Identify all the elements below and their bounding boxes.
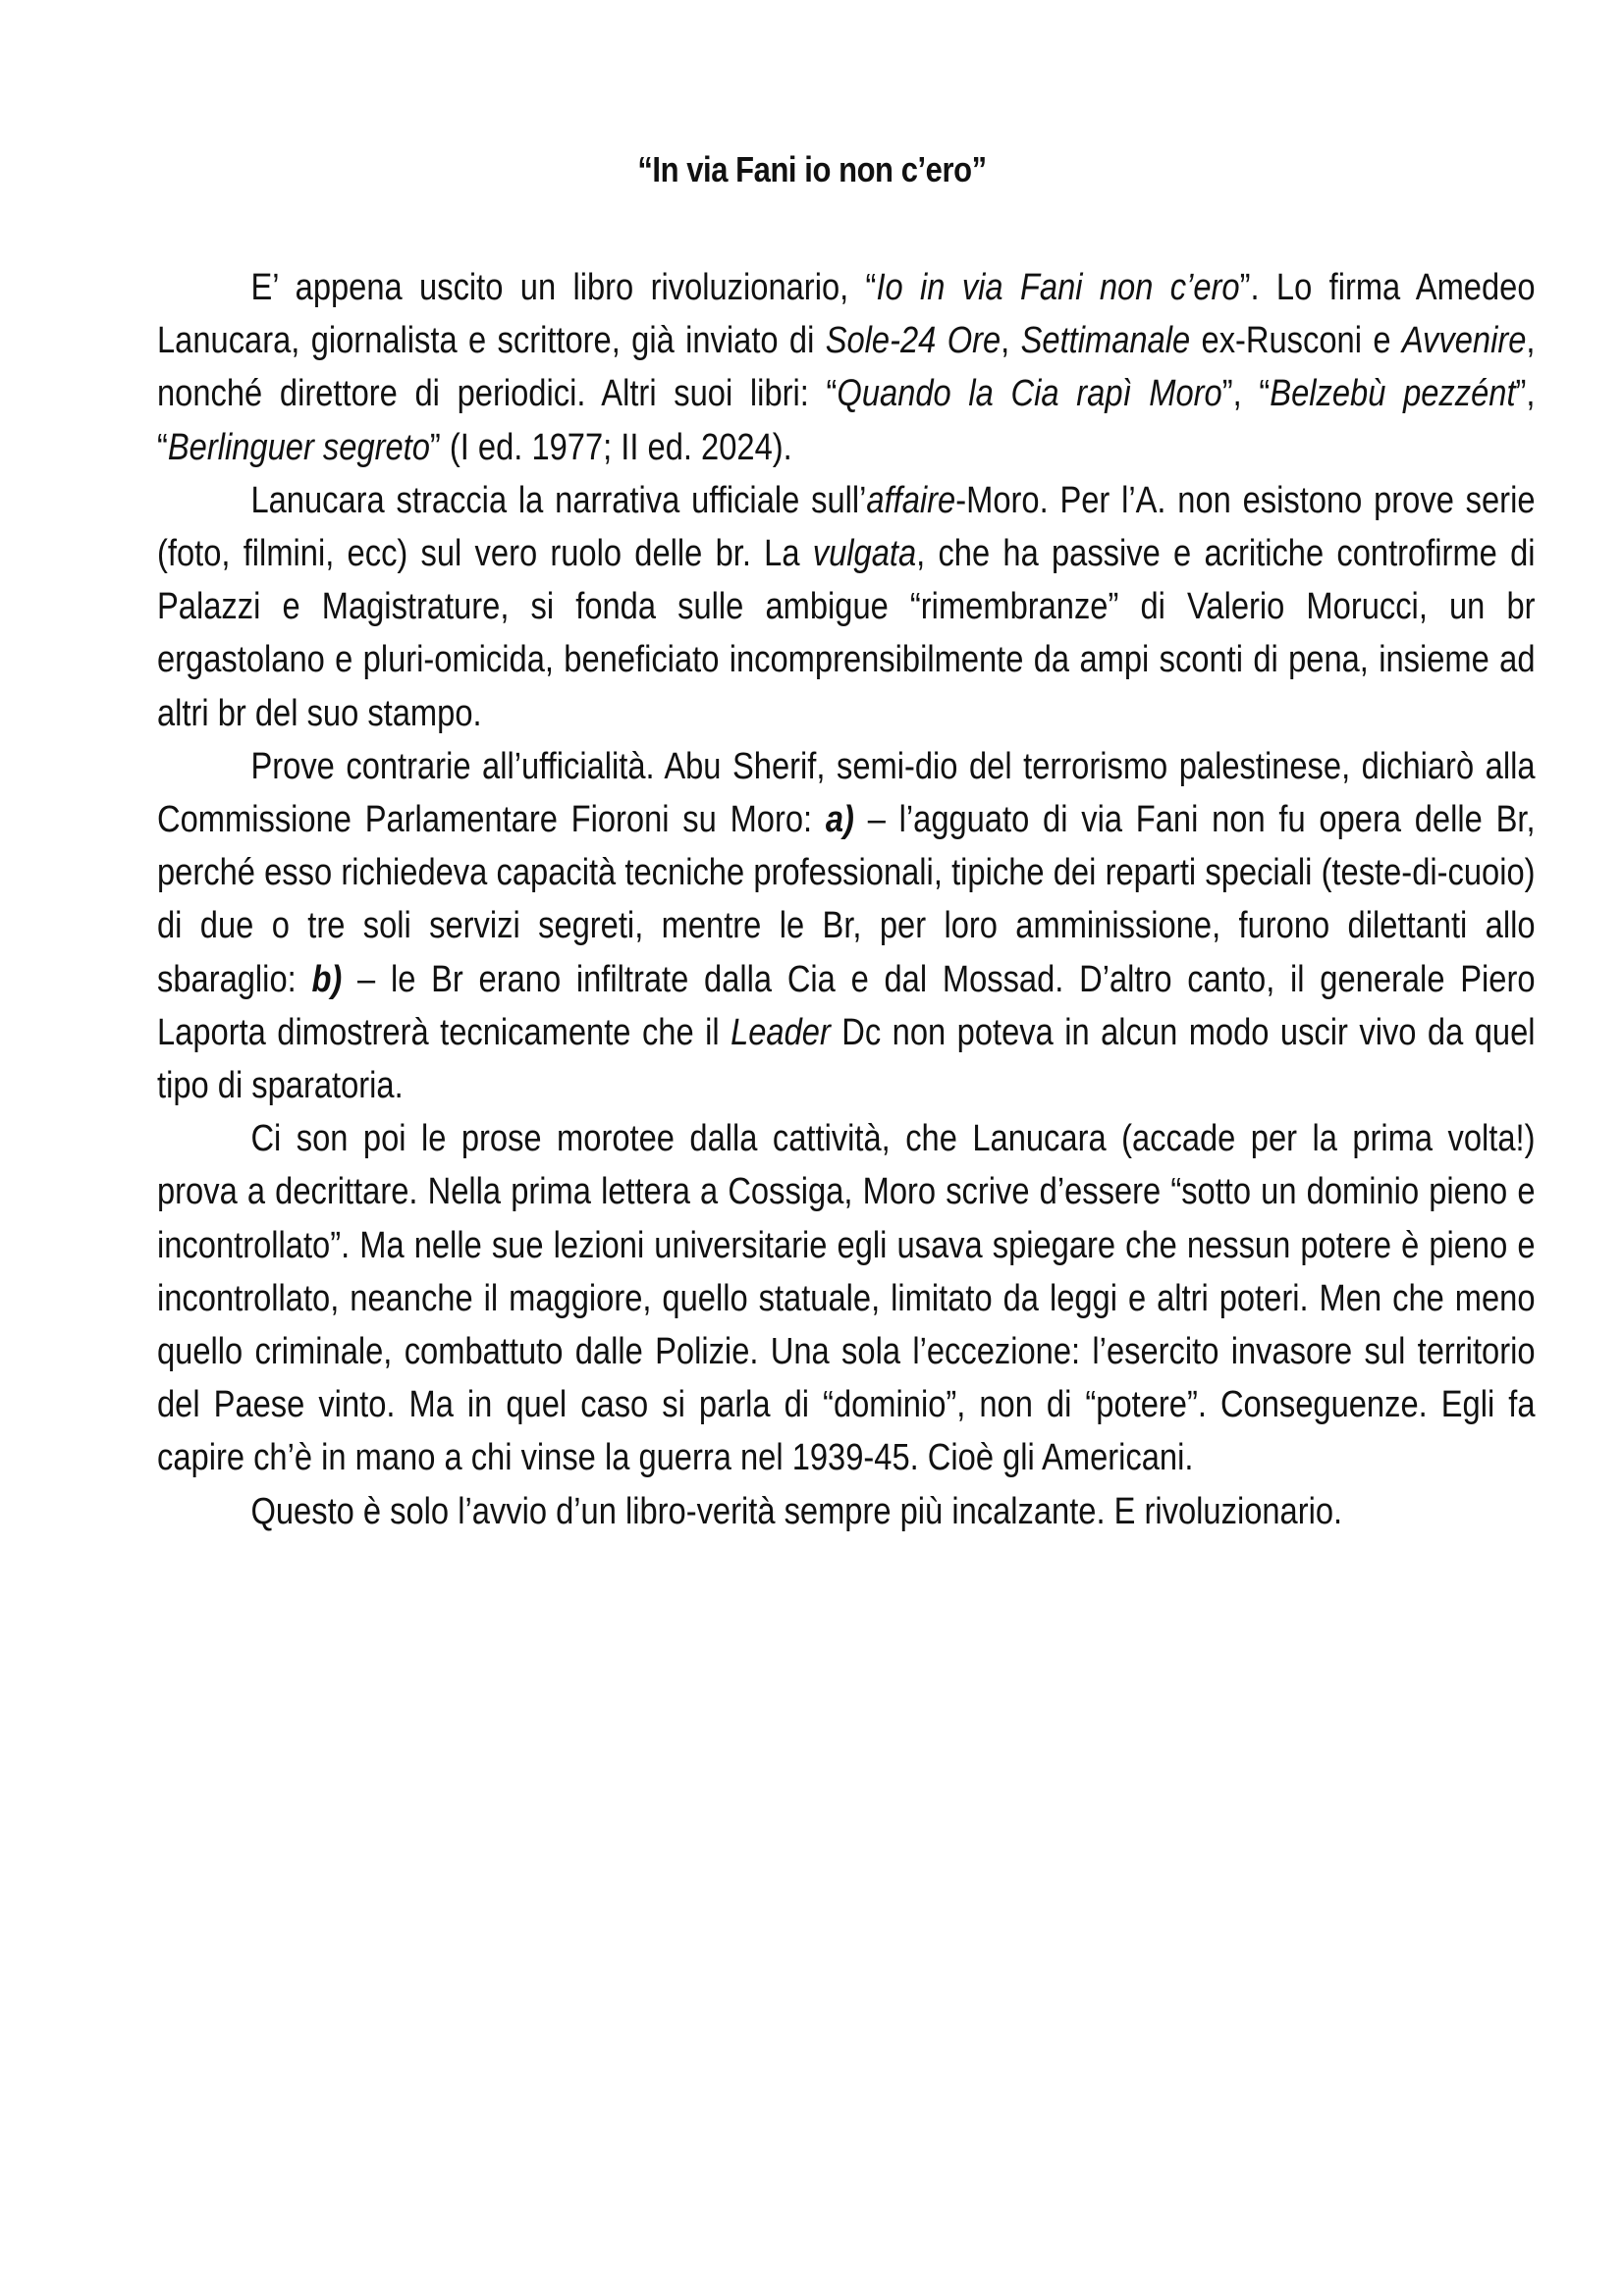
paragraph-2 <box>157 474 1536 740</box>
text-run: Questo è solo l’avvio d’un libro-verità sempre più incalzante. E rivoluzionario. <box>250 1490 1343 1532</box>
text-run: ”, “ <box>157 373 1536 468</box>
text-run: ”, “ <box>1221 373 1271 415</box>
text-run: , che ha passive e acritiche controfirme di Palazzi e Magistrature, si fonda sulle ambigue “rimembranze” di Valerio Morucci, un br ergastolano e pluri-omicida, beneficiato incomprensibilmente da ampi sconti di pena, insieme ad altri br del suo stampo. <box>157 533 1536 734</box>
text-run: Prove contrarie all’ufficialità. Abu Sherif, semi-dio del terrorismo palestinese, dichiarò alla Commissione Parlamentare Fioroni su Moro: <box>157 745 1536 841</box>
text-run: Berlinguer segreto <box>167 426 430 468</box>
paragraph-5 <box>157 1485 1536 1538</box>
text-run: Belzebù pezzént <box>1270 373 1516 415</box>
text-run: – l’agguato di via Fani non fu opera delle Br, perché esso richiedeva capacità tecniche professionali, tipiche dei reparti speciali (teste-di-cuoio) di due o tre soli servizi segreti, mentre le Br, per loro amminissione, furono dilettanti allo sbaraglio: <box>157 799 1536 1000</box>
text-run: ” (I ed. 1977; II ed. 2024). <box>429 426 792 468</box>
text-run: Ci son poi le prose morotee dalla cattività, che Lanucara (accade per la prima volta!) prova a decrittare. Nella prima lettera a Cossiga, Moro scrive d’essere “sotto un dominio pieno e incontrollato”. Ma nelle sue lezioni universitarie egli usava spiegare che nessun potere è pieno e incontrollato, neanche il maggiore, quello statuale, limitato da leggi e altri poteri. Men che meno quello criminale, combattuto dalle Polizie. Una sola l’eccezione: l’esercito invasore sul territorio del Paese vinto. Ma in quel caso si parla di “dominio”, non di “potere”. Conseguenze. Egli fa capire ch’è in mano a chi vinse la guerra nel 1939-45. Cioè gli Americani. <box>157 1118 1536 1479</box>
text-run: -Moro. Per l’A. non esistono prove serie (foto, filmini, ecc) sul vero ruolo delle br. La <box>157 479 1536 575</box>
text-run: ”. Lo firma Amedeo Lanucara, giornalista e scrittore, già inviato di <box>157 267 1536 362</box>
text-run: Io in via Fani non c’ero <box>876 267 1240 308</box>
text-run: , nonché direttore di periodici. Altri suoi libri: “ <box>157 320 1536 415</box>
text-run: Avvenire <box>1401 320 1527 362</box>
document-title: “In via Fani io non c’ero” <box>637 149 987 189</box>
paragraph-1 <box>157 261 1536 474</box>
text-run: E’ appena uscito un libro rivoluzionario, “ <box>250 267 877 308</box>
document-body <box>157 261 1536 1538</box>
text-run: Leader <box>731 1011 831 1053</box>
text-run: Sole-24 Ore <box>825 320 1001 362</box>
text-run: b) <box>311 958 343 1000</box>
text-run: Quando la Cia rapì Moro <box>837 373 1222 415</box>
paragraph-3 <box>157 740 1536 1112</box>
text-run: Settimanale <box>1020 320 1191 362</box>
text-run: Dc non poteva in alcun modo uscir vivo da quel tipo di sparatoria. <box>157 1011 1536 1107</box>
text-run: a) <box>825 799 854 841</box>
paragraph-4 <box>157 1112 1536 1484</box>
text-run: ex-Rusconi e <box>1190 320 1402 362</box>
text-run: – le Br erano infiltrate dalla Cia e dal Mossad. D’altro canto, il generale Piero Laporta dimostrerà tecnicamente che il <box>157 958 1536 1053</box>
text-run: , <box>1001 320 1021 362</box>
text-run: vulgata <box>812 533 917 575</box>
text-run: affaire <box>866 479 956 521</box>
text-run: Lanucara straccia la narrativa ufficiale sull’ <box>250 479 867 521</box>
